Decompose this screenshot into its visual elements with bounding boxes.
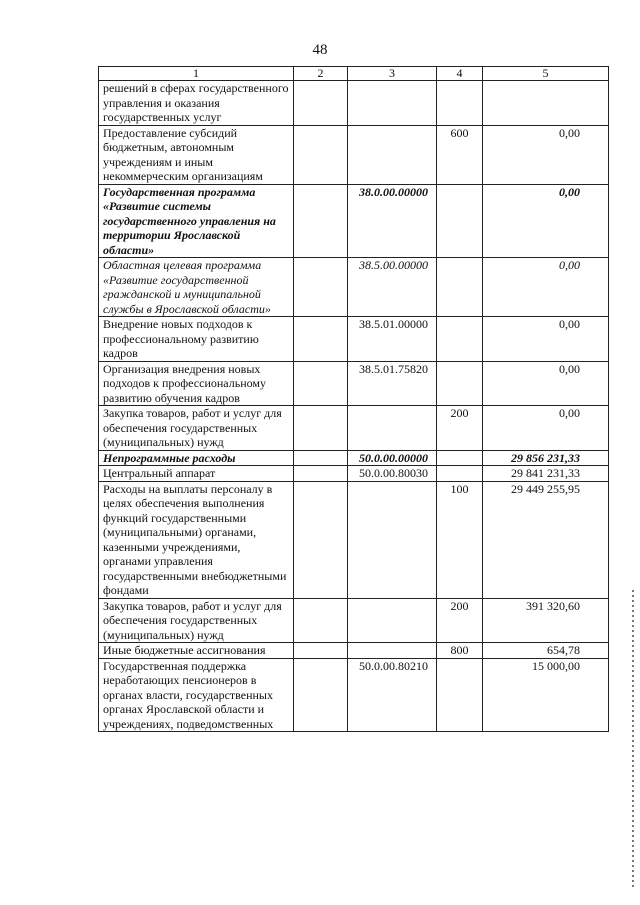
- row-expense-type: 800: [437, 643, 483, 659]
- table-row: [99, 598, 609, 643]
- row-code: 38.5.01.75820: [348, 361, 437, 406]
- row-col2: [294, 466, 348, 482]
- row-col2: [294, 125, 348, 184]
- column-header: 1: [99, 67, 294, 81]
- header-row: [99, 67, 609, 81]
- row-amount: 29 856 231,33: [483, 450, 609, 466]
- row-name: Расходы на выплаты персоналу в целях обеспечения выполнения функций государственными (муниципальными) органами, казенными учреждениями, органами управления государственными внебюджетными фондами: [99, 481, 294, 598]
- column-header: 2: [294, 67, 348, 81]
- row-col2: [294, 81, 348, 126]
- column-header: 4: [437, 67, 483, 81]
- row-code: 50.0.00.80030: [348, 466, 437, 482]
- row-amount: 29 449 255,95: [483, 481, 609, 598]
- row-amount: 29 841 231,33: [483, 466, 609, 482]
- row-expense-type: [437, 258, 483, 317]
- row-code: [348, 481, 437, 598]
- row-expense-type: [437, 450, 483, 466]
- row-col2: [294, 317, 348, 362]
- row-name: Закупка товаров, работ и услуг для обеспечения государственных (муниципальных) нужд: [99, 598, 294, 643]
- row-code: 50.0.00.80210: [348, 658, 437, 732]
- row-col2: [294, 258, 348, 317]
- table-row: [99, 258, 609, 317]
- row-name: Иные бюджетные ассигнования: [99, 643, 294, 659]
- row-amount: 0,00: [483, 361, 609, 406]
- row-amount: 0,00: [483, 406, 609, 451]
- row-expense-type: [437, 361, 483, 406]
- row-expense-type: [437, 466, 483, 482]
- row-amount: 0,00: [483, 317, 609, 362]
- table-row: [99, 81, 609, 126]
- row-expense-type: 100: [437, 481, 483, 598]
- table-row: [99, 450, 609, 466]
- row-col2: [294, 481, 348, 598]
- row-code: 38.5.00.00000: [348, 258, 437, 317]
- row-expense-type: [437, 81, 483, 126]
- budget-table: [98, 66, 609, 732]
- row-code: 38.0.00.00000: [348, 184, 437, 258]
- row-col2: [294, 643, 348, 659]
- row-col2: [294, 598, 348, 643]
- row-col2: [294, 184, 348, 258]
- table-row: [99, 406, 609, 451]
- table-row: [99, 481, 609, 598]
- row-name: Внедрение новых подходов к профессиональному развитию кадров: [99, 317, 294, 362]
- row-amount: 0,00: [483, 258, 609, 317]
- row-expense-type: 600: [437, 125, 483, 184]
- row-col2: [294, 658, 348, 732]
- row-name: Областная целевая программа «Развитие государственной гражданской и муниципальной службы в Ярославской области»: [99, 258, 294, 317]
- row-col2: [294, 406, 348, 451]
- row-code: [348, 406, 437, 451]
- row-name: Непрограммные расходы: [99, 450, 294, 466]
- row-col2: [294, 450, 348, 466]
- row-expense-type: 200: [437, 598, 483, 643]
- table-row: [99, 184, 609, 258]
- row-code: [348, 81, 437, 126]
- row-amount: 0,00: [483, 184, 609, 258]
- row-name: решений в сферах государственного управления и оказания государственных услуг: [99, 81, 294, 126]
- row-expense-type: 200: [437, 406, 483, 451]
- page-number: 48: [312, 42, 328, 58]
- row-amount: 391 320,60: [483, 598, 609, 643]
- table-body: [99, 81, 609, 732]
- row-name: Предоставление субсидий бюджетным, автономным учреждениям и иным некоммерческим организациям: [99, 125, 294, 184]
- table-row: [99, 317, 609, 362]
- row-amount: 654,78: [483, 643, 609, 659]
- row-expense-type: [437, 658, 483, 732]
- row-code: [348, 598, 437, 643]
- row-amount: [483, 81, 609, 126]
- scan-edge-mark: [632, 590, 634, 890]
- row-code: 38.5.01.00000: [348, 317, 437, 362]
- table-row: [99, 658, 609, 732]
- row-expense-type: [437, 184, 483, 258]
- row-code: 50.0.00.00000: [348, 450, 437, 466]
- row-name: Центральный аппарат: [99, 466, 294, 482]
- row-col2: [294, 361, 348, 406]
- row-name: Государственная программа «Развитие системы государственного управления на территории Ярославской области»: [99, 184, 294, 258]
- column-header: 3: [348, 67, 437, 81]
- column-header: 5: [483, 67, 609, 81]
- row-amount: 15 000,00: [483, 658, 609, 732]
- row-code: [348, 125, 437, 184]
- row-amount: 0,00: [483, 125, 609, 184]
- row-code: [348, 643, 437, 659]
- table-row: [99, 361, 609, 406]
- row-name: Организация внедрения новых подходов к профессиональному развитию обучения кадров: [99, 361, 294, 406]
- row-name: Государственная поддержка неработающих пенсионеров в органах власти, государственных органах Ярославской области и учреждениях, подведомственных: [99, 658, 294, 732]
- table-row: [99, 643, 609, 659]
- table-row: [99, 466, 609, 482]
- table-row: [99, 125, 609, 184]
- row-name: Закупка товаров, работ и услуг для обеспечения государственных (муниципальных) нужд: [99, 406, 294, 451]
- row-expense-type: [437, 317, 483, 362]
